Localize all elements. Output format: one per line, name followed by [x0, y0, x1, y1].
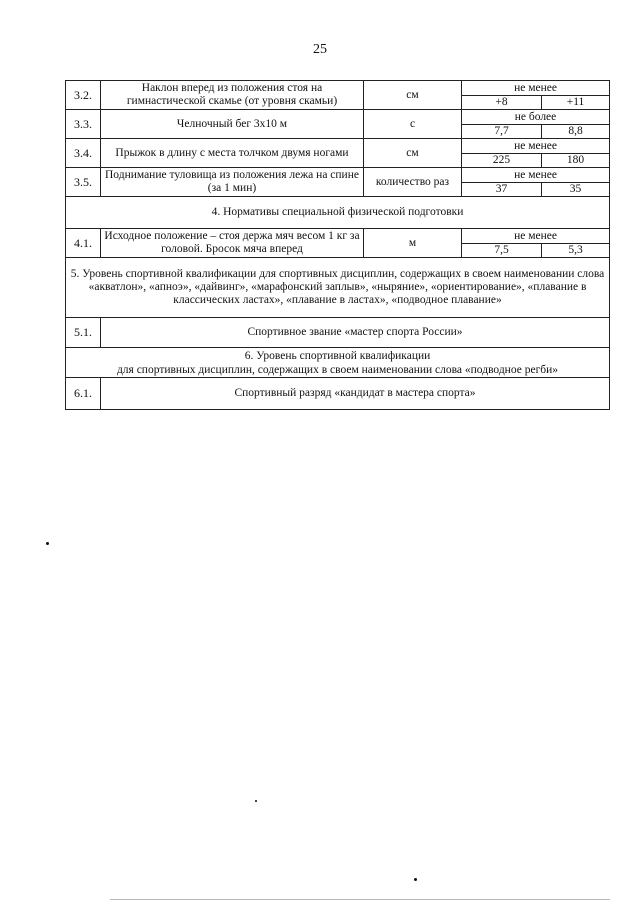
row-number: 5.1.	[66, 318, 101, 348]
section-5-row	[66, 258, 610, 318]
section-6-title: 6. Уровень спортивной квалификации	[244, 349, 431, 362]
scan-speck	[414, 878, 417, 881]
row-description: Поднимание туловища из положения лежа на спине (за 1 мин)	[101, 168, 364, 197]
row-description: Прыжок в длину с места толчком двумя ногами	[101, 139, 364, 168]
value-girls: 180	[542, 154, 610, 168]
value-girls: 5,3	[542, 244, 610, 258]
row-unit: количество раз	[364, 168, 462, 197]
value-girls: +11	[542, 96, 610, 110]
table-row-5-1	[66, 318, 610, 348]
row-number: 3.2.	[66, 81, 101, 110]
row-description: Спортивный разряд «кандидат в мастера спорта»	[101, 378, 610, 410]
value-girls: 35	[542, 183, 610, 197]
row-description: Исходное положение – стоя держа мяч весом 1 кг за головой. Бросок мяча вперед	[101, 229, 364, 258]
row-unit: с	[364, 110, 462, 139]
table-row-3-3	[66, 110, 610, 125]
norms-table	[65, 80, 610, 410]
section-5-heading: 5. Уровень спортивной квалификации для спортивных дисциплин, содержащих в своем наименовании слова «акватлон», «апноэ», «дайвинг», «марафонский заплыв», «ныряние», «ориентирование», «плавание в классических ластах», «плавание в ластах», «подводное плавание»	[66, 258, 610, 318]
row-description: Челночный бег 3х10 м	[101, 110, 364, 139]
value-boys: 7,5	[462, 244, 542, 258]
row-qualifier: не менее	[462, 229, 610, 244]
value-boys: 37	[462, 183, 542, 197]
scan-speck	[255, 800, 257, 802]
value-boys: 225	[462, 154, 542, 168]
table-row-4-1	[66, 229, 610, 244]
row-qualifier: не менее	[462, 139, 610, 154]
section-6-row	[66, 348, 610, 378]
value-boys: 7,7	[462, 125, 542, 139]
value-girls: 8,8	[542, 125, 610, 139]
section-6-heading	[66, 348, 610, 378]
row-number: 3.3.	[66, 110, 101, 139]
value-boys: +8	[462, 96, 542, 110]
table-row-3-4	[66, 139, 610, 154]
table-row-3-2	[66, 81, 610, 96]
row-qualifier: не менее	[462, 168, 610, 183]
row-unit: м	[364, 229, 462, 258]
section-4-row	[66, 197, 610, 229]
row-unit: см	[364, 139, 462, 168]
page-number: 25	[313, 42, 327, 57]
scan-edge-line	[110, 899, 610, 900]
table-row-6-1	[66, 378, 610, 410]
row-qualifier: не более	[462, 110, 610, 125]
table-row-3-5	[66, 168, 610, 183]
row-qualifier: не менее	[462, 81, 610, 96]
row-description: Спортивное звание «мастер спорта России»	[101, 318, 610, 348]
section-6-subtitle: для спортивных дисциплин, содержащих в своем наименовании слова «подводное регби»	[116, 363, 559, 376]
section-4-heading: 4. Нормативы специальной физической подготовки	[66, 197, 610, 229]
row-description: Наклон вперед из положения стоя на гимнастической скамье (от уровня скамьи)	[101, 81, 364, 110]
row-number: 3.4.	[66, 139, 101, 168]
row-number: 4.1.	[66, 229, 101, 258]
scan-speck	[46, 542, 49, 545]
row-number: 3.5.	[66, 168, 101, 197]
row-number: 6.1.	[66, 378, 101, 410]
row-unit: см	[364, 81, 462, 110]
